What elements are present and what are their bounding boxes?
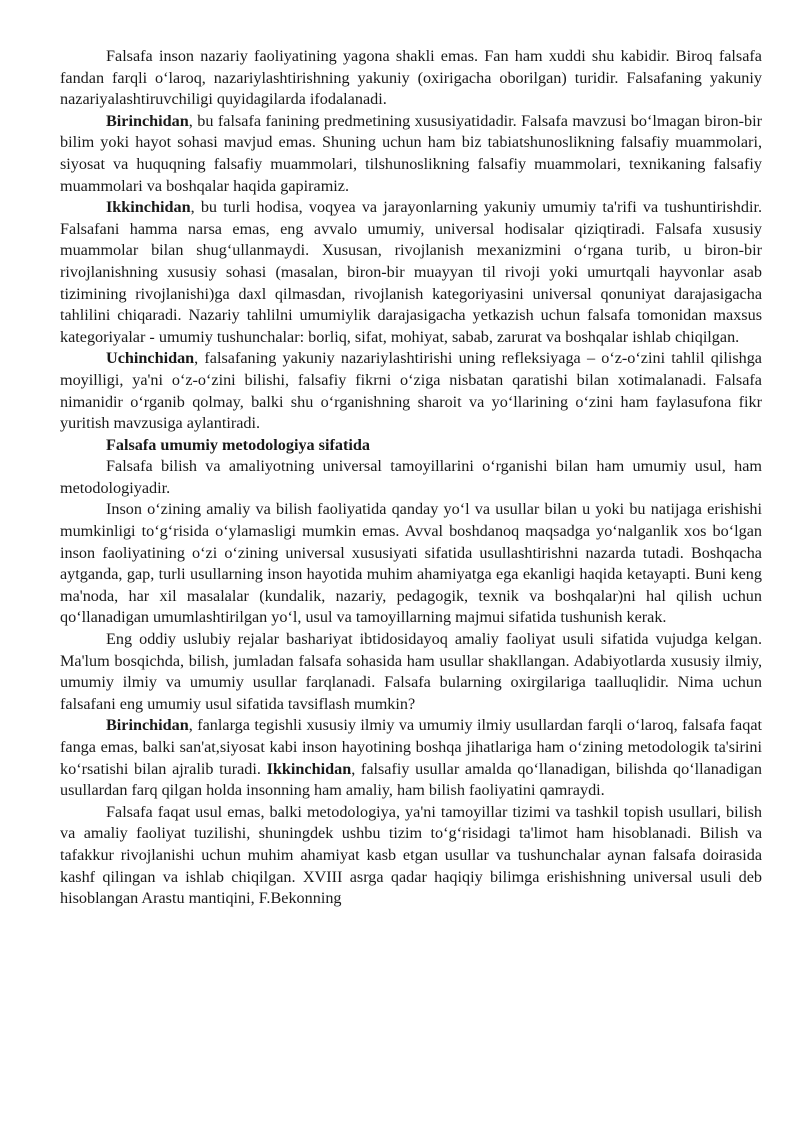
paragraph xyxy=(60,715,762,801)
paragraph xyxy=(60,435,762,457)
paragraph xyxy=(60,111,762,197)
paragraph xyxy=(60,197,762,348)
paragraph xyxy=(60,348,762,434)
text-run: , falsafiy usullar amalda qoʻllanadigan, bilishda qoʻllanadigan usullardan farq qilgan holda insonning ham amaliy, ham bilish faoliyatini qamraydi. xyxy=(60,759,763,800)
bold-text: Birinchidan xyxy=(106,111,189,130)
text-run: Eng oddiy uslubiy rejalar bashariyat ibtidosidayoq amaliy faoliyat usuli sifatida vujudga kelgan. Ma'lum bosqichda, bilish, jumladan falsafa sohasida ham usullar shakllangan. Adabiyotlarda xususiy ilmiy, umumiy ilmiy va umumiy usullar farqlanadi. Falsafa bularning oxirgilariga taalluqlidir. Nima uchun falsafani eng umumiy usul sifatida tavsiflash mumkin? xyxy=(60,630,762,713)
paragraph xyxy=(60,802,762,910)
paragraph xyxy=(60,629,762,715)
text-run: , fanlarga tegishli xususiy ilmiy va umumiy ilmiy usullardan farqli oʻlaroq, falsafa faqat fanga emas, balki san'at,siyosat kabi inson hayotining boshqa jihatlariga ham oʻzining metodologik ta'sirini koʻrsatishi bilan ajralib turadi. xyxy=(60,716,762,778)
text-run: Inson oʻzining amaliy va bilish faoliyatida qanday yoʻl va usullar bilan u yoki bu natijaga erishishi mumkinligi toʻgʻrisida oʻylamasligi mumkin emas. Avval boshdanoq maqsadga yoʻnalganlik xos boʻlgan inson faoliyatining oʻzi oʻzining universal xususiyati sifatida usullashtirishni nazarda tutadi. Boshqacha aytganda, gap, turli usullarning inson hayotida muhim ahamiyatga ega ekanligi haqida ketayapti. Buni keng ma'noda, har xil masalalar (kundalik, nazariy, pedagogik, texnik va boshqalar)ni hal qilish uchun qoʻllanadigan umumlashtirilgan yoʻl, usul va tamoyillarning majmui sifatida tushunish kerak. xyxy=(60,500,762,627)
text-run: , bu turli hodisa, voqyea va jarayonlarning yakuniy umumiy ta'rifi va tushuntirishdir. Falsafani hamma narsa emas, eng avvalo umumiy, universal hodisalar qiziqtiradi. Falsafa xususiy muammolar bilan shugʻullanmaydi. Xususan, rivojlanish mexanizmini oʻrgana turib, u biron-bir rivojlanishning xususiy sohasi (masalan, biron-bir muayyan til rivoji yoki umurtqali hayvonlar asab tizimining rivojlanishi)ga daxl qilmasdan, rivojlanish kategoriyasini universal qonuniyat darajasigacha tahlilini chiqaradi. Nazariy tahlilni umumiylik darajasigacha yetkazish uchun falsafa tomonidan maxsus kategoriyalar - umumiy tushunchalar: borliq, sifat, mohiyat, sabab, zarurat va boshqalar ishlab chiqilgan. xyxy=(60,198,762,346)
bold-text: Falsafa umumiy metodologiya sifatida xyxy=(106,435,370,454)
bold-text: Birinchidan xyxy=(106,716,189,735)
text-run: , bu falsafa fanining predmetining xususiyatidadir. Falsafa mavzusi boʻlmagan biron-bir bilim yoki hayot sohasi mavjud emas. Shuning uchun ham biz tabiatshunoslikning falsafiy muammolari, siyosat va huquqning falsafiy muammolari, tilshunoslikning falsafiy muammolari, texnikaning falsafiy muammolari va boshqalar haqida gapiramiz. xyxy=(60,111,762,195)
text-run: Falsafa inson nazariy faoliyatining yagona shakli emas. Fan ham xuddi shu kabidir. Biroq falsafa fandan farqli oʻlaroq, nazariylashtirishning yakuniy (oxirigacha oborilgan) turidir. Falsafaning yakuniy nazariyalashtiruvchiligi quyidagilarda ifodalanadi. xyxy=(60,47,762,109)
bold-text: Uchinchidan xyxy=(106,349,195,368)
bold-text: Ikkinchidan xyxy=(266,759,352,778)
paragraph xyxy=(60,46,762,111)
bold-text: Ikkinchidan xyxy=(106,198,191,217)
document-body xyxy=(60,46,762,910)
text-run: Falsafa bilish va amaliyotning universal tamoyillarini oʻrganishi bilan ham umumiy usul, ham metodologiyadir. xyxy=(60,457,762,497)
paragraph xyxy=(60,499,762,629)
paragraph xyxy=(60,456,762,499)
text-run: , falsafaning yakuniy nazariylashtirishi uning refleksiyaga – oʻz-oʻzini tahlil qilishga moyilligi, ya'ni oʻz-oʻzini bilishi, falsafiy fikrni oʻziga nisbatan qaratishi bilan xotimalanadi. Falsafa nimanidir oʻrganib qolmay, balki shu oʻrganishning sharoit va yoʻllarining oʻzini ham faylasufona fikr yuritish mavzusiga aylantiradi. xyxy=(60,349,762,433)
text-run: Falsafa faqat usul emas, balki metodologiya, ya'ni tamoyillar tizimi va tashkil topish usullari, bilish va amaliy faoliyat tuzilishi, shuningdek ushbu tizim toʻgʻrisidagi ta'limot ham hisoblanadi. Bilish va tafakkur rivojlanishi uchun muhim ahamiyat kasb etgan usullar va tushunchalar aynan falsafa doirasida kashf qilingan va ishlab chiqilgan. XVIII asrga qadar haqiqiy bilimga erishishning universal usuli deb hisoblangan Arastu mantiqini, F.Bekonning xyxy=(60,802,762,908)
